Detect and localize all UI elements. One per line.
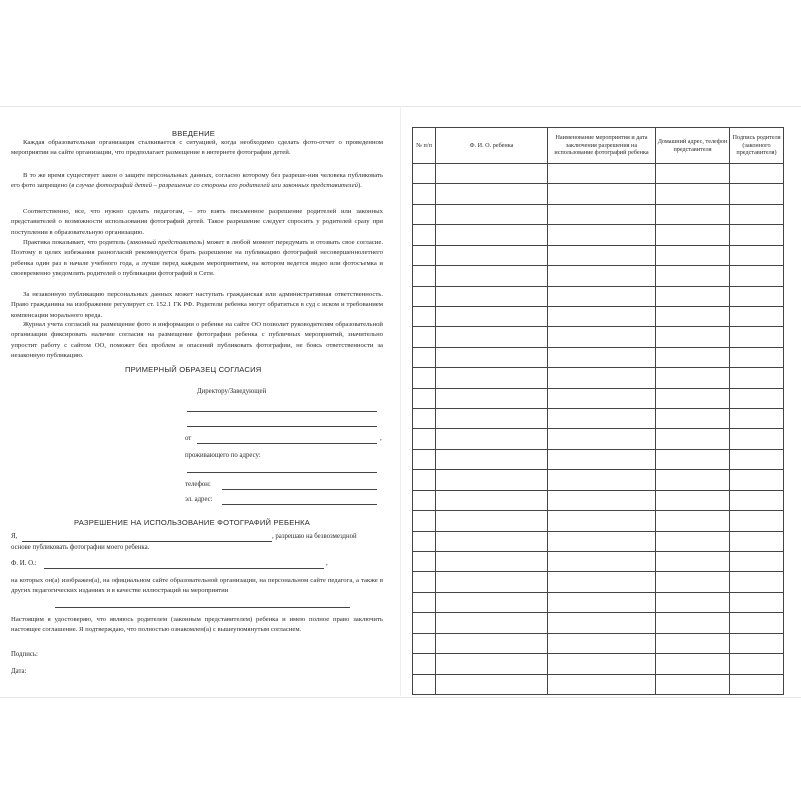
table-cell[interactable]: [548, 470, 656, 490]
table-cell[interactable]: [436, 327, 548, 347]
table-cell[interactable]: [548, 266, 656, 286]
intro-title: ВВЕДЕНИЕ: [172, 129, 216, 138]
table-cell[interactable]: [436, 429, 548, 449]
table-cell[interactable]: [656, 286, 730, 306]
table-cell[interactable]: [730, 592, 784, 612]
table-cell[interactable]: [413, 633, 436, 653]
table-row: [413, 429, 784, 449]
table-cell[interactable]: [656, 654, 730, 674]
from-comma: ,: [380, 435, 382, 442]
fio-comma: ,: [326, 560, 328, 567]
table-cell[interactable]: [730, 286, 784, 306]
table-cell[interactable]: [730, 184, 784, 204]
i-tail: , разрешаю на безвозмездной: [272, 533, 357, 540]
table-cell[interactable]: [436, 409, 548, 429]
table-cell[interactable]: [413, 511, 436, 531]
intro-paragraph-3: Соответственно, все, что нужно сделать педагогам, – это взять письменное разрешение родителей или законных представителей о возможности использования фотографий детей. Такое разрешение следует спросить у родителей сразу при поступлении в образовательную организацию.: [11, 208, 383, 236]
table-cell[interactable]: [548, 409, 656, 429]
table-cell[interactable]: [436, 633, 548, 653]
page-fold: [400, 106, 401, 696]
table-cell[interactable]: [656, 633, 730, 653]
table-cell[interactable]: [730, 531, 784, 551]
address-line[interactable]: [187, 472, 377, 473]
table-cell[interactable]: [436, 225, 548, 245]
table-cell[interactable]: [413, 306, 436, 326]
addressee-label: Директору/Заведующей: [197, 388, 267, 395]
table-cell[interactable]: [548, 245, 656, 265]
table-cell[interactable]: [413, 368, 436, 388]
table-cell[interactable]: [656, 164, 730, 184]
table-row: [413, 449, 784, 469]
table-cell[interactable]: [548, 225, 656, 245]
table-row: [413, 552, 784, 572]
header-signature: Подпись родителя (законного представителя): [730, 128, 784, 164]
table-cell[interactable]: [436, 245, 548, 265]
table-cell[interactable]: [656, 674, 730, 694]
table-row: [413, 388, 784, 408]
right-page: [412, 127, 784, 695]
table-cell[interactable]: [548, 531, 656, 551]
table-cell[interactable]: [436, 674, 548, 694]
table-cell[interactable]: [730, 368, 784, 388]
table-cell[interactable]: [548, 327, 656, 347]
table-cell[interactable]: [548, 674, 656, 694]
table-cell[interactable]: [413, 449, 436, 469]
fio-label: Ф. И. О.:: [11, 560, 37, 567]
table-cell[interactable]: [730, 388, 784, 408]
from-label: от: [185, 435, 192, 442]
table-cell[interactable]: [413, 613, 436, 633]
permission-text-1: на которых он(а) изображен(а), на официальном сайте образовательной организации, на персональном сайте педагога, а также в других педагогических изданиях и в качестве иллюстраций на мероприятии: [11, 577, 383, 595]
table-cell[interactable]: [548, 613, 656, 633]
table-cell[interactable]: [730, 470, 784, 490]
table-cell[interactable]: [413, 572, 436, 592]
table-cell[interactable]: [730, 347, 784, 367]
table-cell[interactable]: [436, 347, 548, 367]
table-cell[interactable]: [436, 286, 548, 306]
consent-log-table: [412, 127, 784, 695]
table-cell[interactable]: [656, 184, 730, 204]
table-row: [413, 327, 784, 347]
table-cell[interactable]: [730, 164, 784, 184]
basis-line: основе публиковать фотографии моего ребенка.: [11, 544, 150, 551]
child-fio-line[interactable]: [44, 568, 324, 569]
table-cell[interactable]: [730, 490, 784, 510]
table-cell[interactable]: [548, 633, 656, 653]
table-cell[interactable]: [730, 409, 784, 429]
permission-text-2: Настоящим я удостоверяю, что являюсь родителем (законным представителем) ребенка и имею полное право заключить настоящее соглашение. Я подтверждаю, что полностью ознакомлен(а) с вышеупомянутым согласием.: [11, 616, 383, 634]
date-label: Дата:: [11, 668, 27, 675]
table-cell[interactable]: [548, 184, 656, 204]
table-cell[interactable]: [548, 204, 656, 224]
table-cell[interactable]: [548, 286, 656, 306]
table-cell[interactable]: [730, 327, 784, 347]
table-cell[interactable]: [656, 531, 730, 551]
table-cell[interactable]: [656, 266, 730, 286]
table-cell[interactable]: [548, 164, 656, 184]
table-cell[interactable]: [730, 633, 784, 653]
table-row: [413, 654, 784, 674]
table-cell[interactable]: [436, 613, 548, 633]
table-cell[interactable]: [548, 552, 656, 572]
header-number: № п/п: [413, 128, 436, 164]
table-row: [413, 225, 784, 245]
table-cell[interactable]: [436, 388, 548, 408]
table-cell[interactable]: [656, 592, 730, 612]
permission-title: РАЗРЕШЕНИЕ НА ИСПОЛЬЗОВАНИЕ ФОТОГРАФИЙ РЕБЕНКА: [74, 518, 311, 527]
table-cell[interactable]: [436, 306, 548, 326]
table-cell[interactable]: [413, 470, 436, 490]
addressee-line[interactable]: [187, 411, 377, 412]
table-cell[interactable]: [730, 654, 784, 674]
table-cell[interactable]: [413, 490, 436, 510]
intro-paragraph-4: Практика показывает, что родитель (законный представитель) может в любой момент передумать и отозвать свое согласие. Поэтому в целях избежания разногласий рекомендуется брать разрешение на публикацию фотографий несовершеннолетнего ребенка один раз в начале учебного года, а лучше перед каждым мероприятием, на котором ведется видео или фотосъемка и своевременно уведомлять родителей о публикации фотографий в Сети.: [11, 239, 383, 277]
table-cell[interactable]: [656, 327, 730, 347]
phone-line[interactable]: [222, 489, 377, 490]
header-child-name: Ф. И. О. ребенка: [436, 128, 548, 164]
table-cell[interactable]: [730, 613, 784, 633]
table-cell[interactable]: [413, 409, 436, 429]
table-cell[interactable]: [656, 552, 730, 572]
table-cell[interactable]: [413, 184, 436, 204]
table-row: [413, 286, 784, 306]
table-cell[interactable]: [413, 388, 436, 408]
table-cell[interactable]: [656, 245, 730, 265]
table-cell[interactable]: [548, 592, 656, 612]
table-row: [413, 266, 784, 286]
table-row: [413, 368, 784, 388]
table-cell[interactable]: [436, 368, 548, 388]
table-cell[interactable]: [436, 572, 548, 592]
email-label: эл. адрес:: [185, 496, 213, 503]
table-cell[interactable]: [548, 368, 656, 388]
table-row: [413, 511, 784, 531]
address-label: проживающего по адресу:: [185, 452, 261, 459]
phone-label: телефон:: [185, 481, 211, 488]
table-cell[interactable]: [413, 245, 436, 265]
signature-label: Подпись:: [11, 651, 38, 658]
table-cell[interactable]: [730, 572, 784, 592]
table-cell[interactable]: [656, 368, 730, 388]
table-cell[interactable]: [413, 552, 436, 572]
table-cell[interactable]: [413, 204, 436, 224]
table-cell[interactable]: [730, 449, 784, 469]
table-header-row: [413, 128, 784, 164]
table-cell[interactable]: [413, 531, 436, 551]
table-cell[interactable]: [730, 306, 784, 326]
table-cell[interactable]: [548, 654, 656, 674]
table-row: [413, 572, 784, 592]
table-cell[interactable]: [436, 531, 548, 551]
table-row: [413, 245, 784, 265]
table-cell[interactable]: [548, 429, 656, 449]
table-cell[interactable]: [436, 592, 548, 612]
table-cell[interactable]: [656, 306, 730, 326]
table-cell[interactable]: [413, 674, 436, 694]
table-cell[interactable]: [548, 388, 656, 408]
table-cell[interactable]: [548, 572, 656, 592]
table-cell[interactable]: [413, 347, 436, 367]
table-cell[interactable]: [436, 449, 548, 469]
intro-paragraph-5: За незаконную публикацию персональных данных может наступать гражданская или административная ответственность. Право гражданина на изображение регулирует ст. 152.1 ГК РФ. Родители ребенка могут обратиться в суд с иском и требованием компенсации морального вреда.: [11, 291, 383, 319]
table-row: [413, 592, 784, 612]
table-cell[interactable]: [548, 449, 656, 469]
table-cell[interactable]: [730, 674, 784, 694]
table-cell[interactable]: [436, 654, 548, 674]
table-cell[interactable]: [413, 592, 436, 612]
table-cell[interactable]: [656, 572, 730, 592]
table-row: [413, 633, 784, 653]
sample-title: ПРИМЕРНЫЙ ОБРАЗЕЦ СОГЛАСИЯ: [125, 365, 262, 374]
table-cell[interactable]: [730, 225, 784, 245]
table-cell[interactable]: [436, 164, 548, 184]
header-address: Домашний адрес, телефон представителя: [656, 128, 730, 164]
table-cell[interactable]: [436, 511, 548, 531]
table-body: [413, 164, 784, 695]
table-cell[interactable]: [436, 470, 548, 490]
table-cell[interactable]: [413, 429, 436, 449]
table-cell[interactable]: [413, 327, 436, 347]
email-line[interactable]: [222, 504, 377, 505]
table-cell[interactable]: [730, 266, 784, 286]
intro-paragraph-6: Журнал учета согласий на размещение фото и информации о ребенке на сайте ОО позволит руководителям образовательной организации фиксировать наличие согласия на размещение фотографии ребенка с публичных мероприятий, значительно упростит работу с сайтом ОО, поможет без проблем и опасений публиковать фотографии, не боясь ответственности за незаконную публикацию.: [11, 321, 383, 359]
table-row: [413, 204, 784, 224]
table-cell[interactable]: [548, 347, 656, 367]
table-cell[interactable]: [413, 266, 436, 286]
table-row: [413, 409, 784, 429]
table-row: [413, 674, 784, 694]
table-cell[interactable]: [436, 490, 548, 510]
table-row: [413, 531, 784, 551]
table-cell[interactable]: [730, 429, 784, 449]
table-cell[interactable]: [413, 225, 436, 245]
intro-paragraph-2: В то же время существует закон о защите персональных данных, согласно которому без разреше-ния человека публиковать его фото запрещено (в случае фотографий детей – разрешение со стороны его родителей или законных представителей).: [11, 172, 383, 190]
left-page: [0, 107, 400, 697]
table-row: [413, 164, 784, 184]
table-cell[interactable]: [730, 552, 784, 572]
event-line[interactable]: [55, 607, 350, 608]
table-cell[interactable]: [548, 511, 656, 531]
table-cell[interactable]: [730, 245, 784, 265]
i-label: Я,: [11, 533, 18, 540]
table-cell[interactable]: [656, 470, 730, 490]
table-cell[interactable]: [656, 449, 730, 469]
table-cell[interactable]: [656, 225, 730, 245]
table-cell[interactable]: [730, 511, 784, 531]
table-cell[interactable]: [656, 347, 730, 367]
table-cell[interactable]: [436, 204, 548, 224]
parent-name-line[interactable]: [22, 541, 272, 542]
addressee-line-2[interactable]: [187, 426, 377, 427]
table-cell[interactable]: [436, 184, 548, 204]
table-cell[interactable]: [656, 409, 730, 429]
table-cell[interactable]: [656, 429, 730, 449]
table-cell[interactable]: [548, 490, 656, 510]
table-row: [413, 490, 784, 510]
intro-paragraph-1: Каждая образовательная организация сталкивается с ситуацией, когда необходимо сделать фото-отчет о проведенном мероприятии на сайте организации, что предполагает размещение в интернете фотографии детей.: [11, 139, 383, 157]
table-cell[interactable]: [413, 654, 436, 674]
header-event: Наименование мероприятия и дата заключения разрешения на использование фотографий ребенка: [548, 128, 656, 164]
table-cell[interactable]: [656, 511, 730, 531]
table-cell[interactable]: [656, 388, 730, 408]
table-row: [413, 306, 784, 326]
table-row: [413, 470, 784, 490]
table-cell[interactable]: [656, 613, 730, 633]
table-cell[interactable]: [413, 164, 436, 184]
from-line[interactable]: [197, 443, 377, 444]
table-cell[interactable]: [436, 552, 548, 572]
table-row: [413, 184, 784, 204]
table-row: [413, 347, 784, 367]
table-cell[interactable]: [656, 490, 730, 510]
table-cell[interactable]: [413, 286, 436, 306]
table-cell[interactable]: [656, 204, 730, 224]
table-cell[interactable]: [730, 204, 784, 224]
table-row: [413, 613, 784, 633]
table-cell[interactable]: [548, 306, 656, 326]
table-cell[interactable]: [436, 266, 548, 286]
